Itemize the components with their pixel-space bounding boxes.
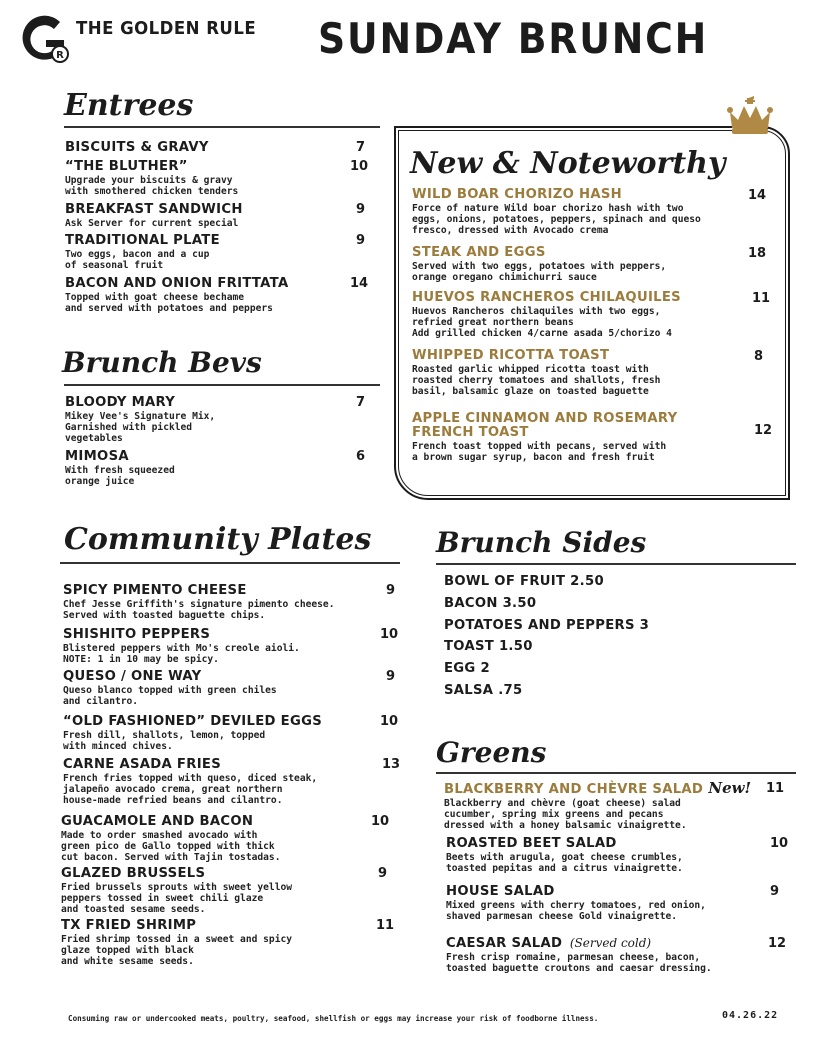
menu-item-price: 9 [356, 202, 366, 217]
menu-item-name: STEAK AND EGGS [412, 245, 546, 260]
menu-item [65, 276, 288, 314]
menu-item-name: “THE BLUTHER” [65, 159, 188, 174]
menu-item-description: Mikey Vee's Signature Mix, Garnished with pickled vegetables [65, 411, 216, 444]
menu-item-price: 11 [766, 781, 785, 796]
menu-item [61, 866, 292, 915]
menu-item [446, 884, 706, 922]
menu-item-description: Blackberry and chèvre (goat cheese) salad cucumber, spring mix greens and pecans dressed with a honey balsamic vinaigrette. [444, 798, 687, 831]
menu-item-price: 10 [770, 836, 789, 851]
menu-item-description: Ask Server for current special [65, 218, 239, 229]
menu-item [412, 412, 677, 463]
menu-item-name: BLACKBERRY AND CHÈVRE SALAD New! [444, 779, 752, 797]
community-divider [60, 562, 400, 564]
menu-item-price: 18 [748, 246, 767, 261]
menu-item-description: French fries topped with queso, diced steak, jalapeño avocado crema, great northern house-made refried beans and cilantro. [63, 773, 318, 806]
logo-registered: R [56, 50, 64, 61]
crown-icon [724, 96, 776, 136]
side-item: BACON 3.50 [444, 596, 537, 611]
side-item: BOWL OF FRUIT 2.50 [444, 574, 604, 589]
side-item: TOAST 1.50 [444, 639, 533, 654]
menu-item-price: 14 [748, 188, 767, 203]
menu-item-description: Two eggs, bacon and a cup of seasonal fruit [65, 249, 210, 271]
menu-item-price: 10 [350, 159, 369, 174]
menu-item-name: GLAZED BRUSSELS [61, 866, 206, 881]
menu-item-name: TRADITIONAL PLATE [65, 233, 220, 248]
menu-item-name: HUEVOS RANCHEROS CHILAQUILES [412, 290, 681, 305]
menu-item-description: Fried shrimp tossed in a sweet and spicy glaze topped with black and white sesame seeds. [61, 934, 293, 967]
menu-item-description: Served with two eggs, potatoes with peppers, orange oregano chimichurri sauce [412, 261, 667, 283]
menu-item-price: 13 [382, 757, 401, 772]
menu-item [412, 291, 681, 339]
brand-logo-icon [20, 14, 72, 66]
menu-item-price: 10 [380, 714, 399, 729]
menu-item-name: QUESO / ONE WAY [63, 669, 202, 684]
menu-item [446, 936, 712, 974]
menu-item-name: TX FRIED SHRIMP [61, 918, 197, 933]
menu-item-price: 14 [350, 276, 369, 291]
food-safety-disclaimer: Consuming raw or undercooked meats, poultry, seafood, shellfish or eggs may increase your risk of foodborne illness. [68, 1014, 599, 1023]
menu-item-description: Topped with goat cheese bechame and served with potatoes and peppers [65, 292, 273, 314]
menu-item-description: Huevos Rancheros chilaquiles with two eggs, refried great northern beans Add grilled chicken 4/carne asada 5/chorizo 4 [412, 306, 672, 339]
sides-divider [436, 563, 796, 565]
side-item: EGG 2 [444, 661, 490, 676]
menu-item-description: Roasted garlic whipped ricotta toast with roasted cherry tomatoes and shallots, fresh basil, balsamic glaze on toasted baguette [412, 364, 661, 397]
menu-item-price: 9 [770, 884, 780, 899]
menu-item-description: Fresh dill, shallots, lemon, topped with minced chives. [63, 730, 266, 752]
menu-item-description: Upgrade your biscuits & gravy with smothered chicken tenders [65, 175, 239, 197]
menu-item-price: 9 [386, 583, 396, 598]
menu-item-description: Chef Jesse Griffith's signature pimento cheese. Served with toasted baguette chips. [63, 599, 335, 621]
menu-item [412, 349, 660, 397]
menu-date: 04.26.22 [722, 1010, 779, 1021]
bevs-divider [64, 384, 380, 386]
menu-item-description: Fresh crisp romaine, parmesan cheese, bacon, toasted baguette croutons and caesar dressing. [446, 952, 712, 974]
menu-item-name: BACON AND ONION FRITTATA [65, 276, 289, 291]
brand-name: THE GOLDEN RULE [76, 18, 257, 39]
greens-heading: Greens [436, 736, 547, 769]
menu-item [65, 159, 238, 197]
sides-heading: Brunch Sides [436, 526, 647, 559]
menu-item [63, 583, 334, 621]
menu-item-name: CARNE ASADA FRIES [63, 757, 222, 772]
menu-item-name: SHISHITO PEPPERS [63, 627, 211, 642]
menu-item-description: Force of nature Wild boar chorizo hash with two eggs, onions, potatoes, peppers, spinach and queso fresco, dressed with Avocado crema [412, 203, 701, 236]
menu-item-price: 11 [376, 918, 395, 933]
menu-item-name: BREAKFAST SANDWICH [65, 202, 243, 217]
menu-item-description: With fresh squeezed orange juice [65, 465, 175, 487]
greens-divider [436, 772, 796, 774]
menu-item [61, 814, 281, 863]
menu-item [61, 918, 292, 967]
menu-item-price: 9 [378, 866, 388, 881]
menu-item [65, 449, 175, 487]
menu-item-name: BISCUITS & GRAVY [65, 140, 209, 155]
menu-item-price: 11 [752, 291, 771, 306]
bevs-heading: Brunch Bevs [62, 346, 262, 379]
side-item: SALSA .75 [444, 683, 523, 698]
menu-item-name: WHIPPED RICOTTA TOAST [412, 348, 610, 363]
entrees-divider [64, 126, 380, 128]
page-title: SUNDAY BRUNCH [318, 14, 709, 63]
menu-item-price: 7 [356, 395, 366, 410]
menu-item-price: 10 [371, 814, 390, 829]
menu-item-price: 9 [356, 233, 366, 248]
menu-item-name: GUACAMOLE AND BACON [61, 814, 254, 829]
menu-item [63, 757, 317, 806]
menu-item [65, 202, 243, 229]
menu-item-price: 12 [754, 423, 773, 438]
menu-item [65, 395, 215, 444]
menu-item [63, 669, 277, 707]
menu-item-price: 10 [380, 627, 399, 642]
menu-item [65, 233, 220, 271]
menu-item-name: “OLD FASHIONED” DEVILED EGGS [63, 714, 322, 729]
menu-item [63, 714, 322, 752]
menu-item-name: WILD BOAR CHORIZO HASH [412, 187, 622, 202]
menu-item [65, 140, 209, 155]
noteworthy-heading: New & Noteworthy [410, 146, 726, 181]
menu-item-description: Fried brussels sprouts with sweet yellow peppers tossed in sweet chili glaze and toasted sesame seeds. [61, 882, 293, 915]
menu-item [412, 188, 701, 236]
menu-item [412, 246, 666, 283]
menu-item-price: 12 [768, 936, 787, 951]
menu-item [63, 627, 300, 665]
menu-item-name: BLOODY MARY [65, 395, 176, 410]
menu-item-price: 9 [386, 669, 396, 684]
serving-note: (Served cold) [562, 936, 652, 950]
menu-item-name: CAESAR SALAD (Served cold) [446, 936, 652, 951]
menu-item-name: SPICY PIMENTO CHEESE [63, 583, 247, 598]
menu-item-description: Blistered peppers with Mo's creole aioli. NOTE: 1 in 10 may be spicy. [63, 643, 300, 665]
menu-item-price: 7 [356, 140, 366, 155]
menu-item-description: Mixed greens with cherry tomatoes, red onion, shaved parmesan cheese Gold vinaigrette. [446, 900, 706, 922]
menu-item-name: ROASTED BEET SALAD [446, 836, 617, 851]
new-badge: New! [703, 779, 752, 797]
menu-item-description: Made to order smashed avocado with green pico de Gallo topped with thick cut bacon. Served with Tajin tostadas. [61, 830, 281, 863]
menu-item-price: 6 [356, 449, 366, 464]
menu-item-name: MIMOSA [65, 449, 129, 464]
menu-item-description: Queso blanco topped with green chiles and cilantro. [63, 685, 277, 707]
menu-item-name: APPLE CINNAMON AND ROSEMARY FRENCH TOAST [412, 411, 678, 440]
menu-item [444, 781, 751, 831]
community-heading: Community Plates [64, 522, 372, 557]
menu-item-description: Beets with arugula, goat cheese crumbles, toasted pepitas and a citrus vinaigrette. [446, 852, 683, 874]
side-item: POTATOES AND PEPPERS 3 [444, 618, 650, 633]
menu-item-name: HOUSE SALAD [446, 884, 555, 899]
menu-item [446, 836, 683, 874]
menu-item-price: 8 [754, 349, 764, 364]
menu-item-description: French toast topped with pecans, served with a brown sugar syrup, bacon and fresh fruit [412, 441, 667, 463]
entrees-heading: Entrees [64, 88, 194, 123]
